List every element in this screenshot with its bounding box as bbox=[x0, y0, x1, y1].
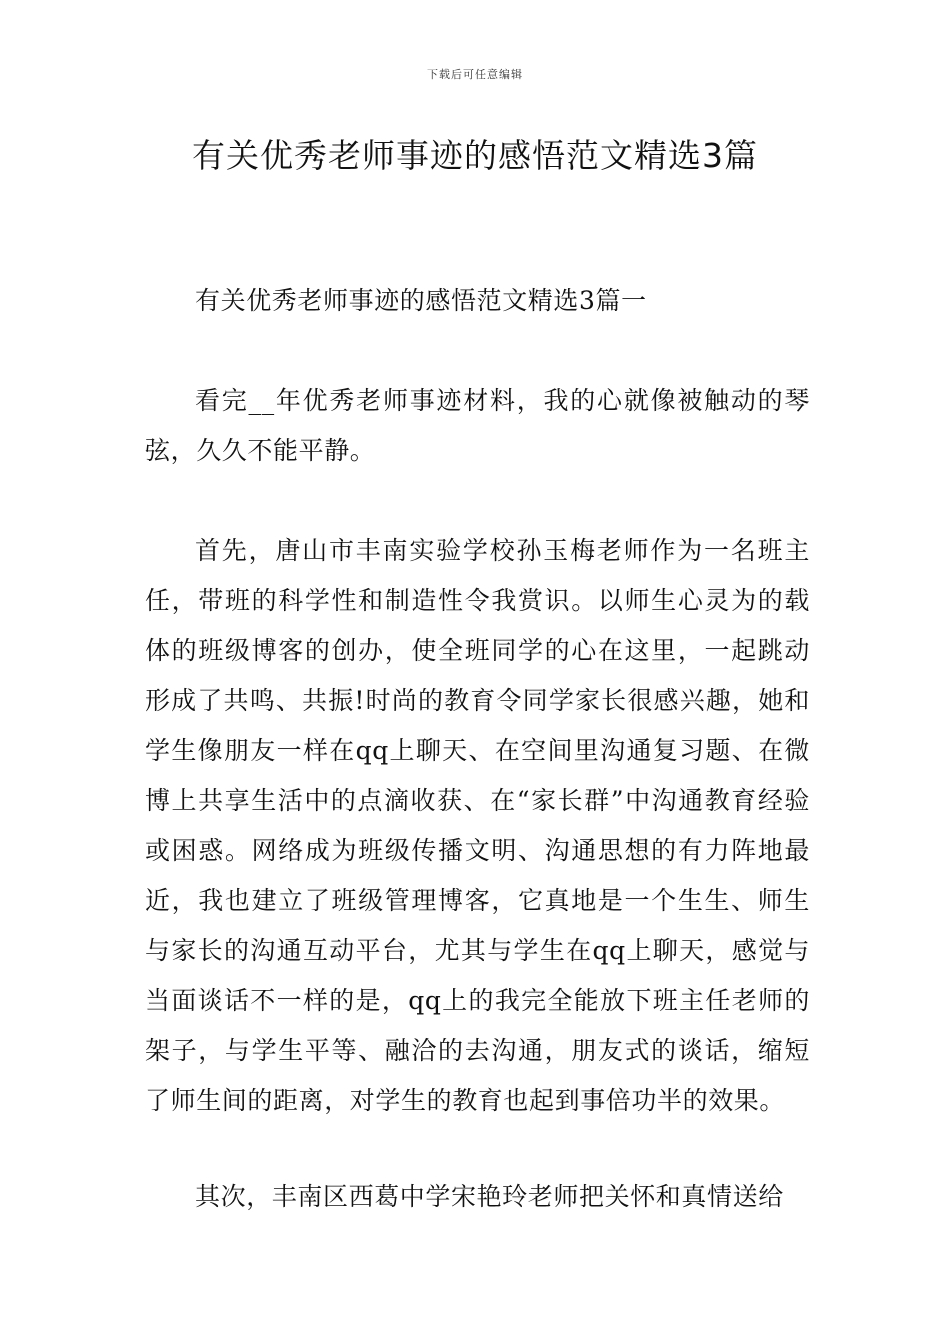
paragraph-1: 看完__年优秀老师事迹材料，我的心就像被触动的琴弦，久久不能平静。 bbox=[145, 386, 810, 465]
paragraph-2: 首先，唐山市丰南实验学校孙玉梅老师作为一名班主任，带班的科学性和制造性令我赏识。以师生心灵为的载体的班级博客的创办，使全班同学的心在这里，一起跳动形成了共鸣、共振!时尚的教育令同学家长很感兴趣，她和学生像朋友一样在qq上聊天、在空间里沟通复习题、在微博上共享生活中的点滴收获、在“家长群”中沟通教育经验或困惑。网络成为班级传播文明、沟通思想的有力阵地最近，我也建立了班级管理博客，它真地是一个生生、师生与家长的沟通互动平台，尤其与学生在qq上聊天，感觉与当面谈话不一样的是，qq上的我完全能放下班主任老师的架子，与学生平等、融洽的去沟通，朋友式的谈话，缩短了师生间的距离，对学生的教育也起到事倍功半的效果。 bbox=[145, 536, 810, 1115]
section-heading: 有关优秀老师事迹的感悟范文精选3篇一 bbox=[195, 286, 647, 315]
paragraph-3: 其次，丰南区西葛中学宋艳玲老师把关怀和真情送给 bbox=[195, 1182, 784, 1211]
document-title: 有关优秀老师事迹的感悟范文精选3篇 bbox=[192, 136, 758, 175]
header-note: 下载后可任意编辑 bbox=[427, 68, 523, 81]
